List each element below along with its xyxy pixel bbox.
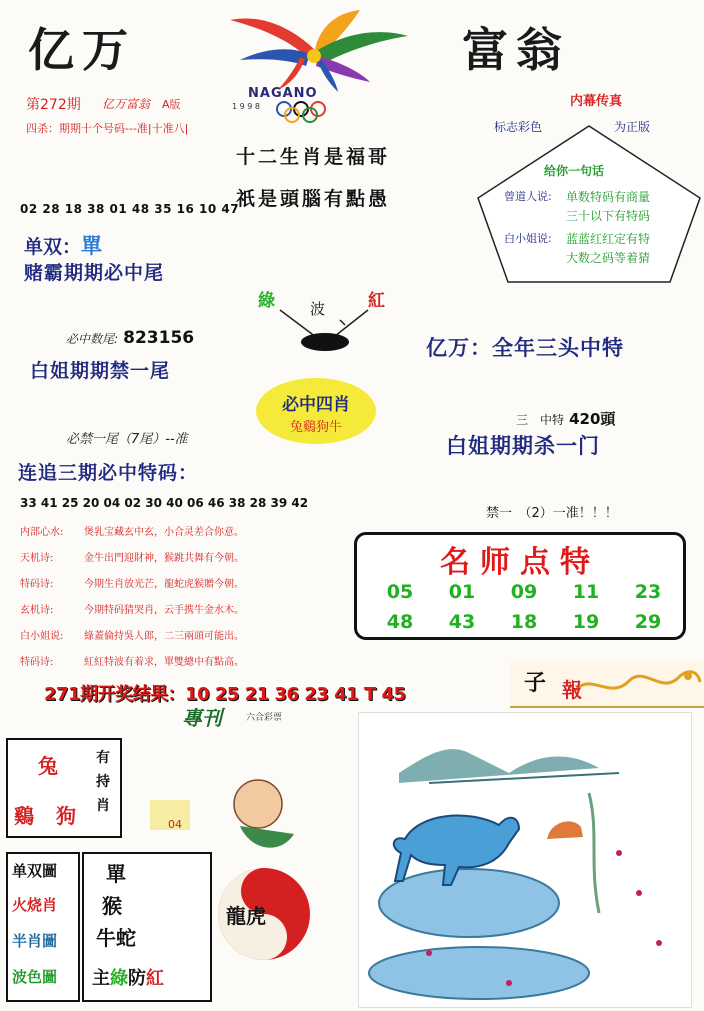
- dragon-icon: [570, 662, 704, 704]
- table-label: 单双圖: [12, 862, 58, 880]
- rabbit-text: 兔: [38, 754, 58, 778]
- zhuankan-sub: 六合彩票: [246, 713, 283, 723]
- lianzhui-title: 连追三期必中特码：: [18, 462, 199, 484]
- issue-brand: 亿万富翁: [102, 97, 151, 111]
- jinyi-men-text: 禁一 （2）一准！！！: [486, 506, 618, 521]
- boar-landscape-icon: [359, 713, 691, 1007]
- poem-label: 内部心水:: [20, 527, 64, 538]
- cartoon-number: 04: [168, 818, 182, 831]
- pentagon-title: 内幕传真: [570, 94, 623, 109]
- issue-label: 第272期: [26, 97, 81, 113]
- table-label: 波色圖: [12, 968, 58, 986]
- cartoon-figures: [130, 770, 310, 860]
- poem-text: 綠蓋倫持吳人郎，二三兩頭可能出。: [84, 631, 244, 642]
- danshuang-value: 單: [81, 234, 103, 258]
- poem-row: [20, 624, 350, 650]
- pentagon-brand-left: 标志彩色: [494, 120, 543, 134]
- bizhong-shuwei-label: 必中数尾:: [66, 332, 119, 346]
- mingshi-number: 01: [448, 581, 476, 603]
- mingshi-number: 48: [386, 611, 414, 633]
- danshuang-row: [24, 230, 102, 260]
- pick-dan: 單: [106, 862, 126, 886]
- nagano-year: 1 9 9 8: [232, 102, 260, 111]
- nagano-text: NAGANO: [248, 86, 318, 101]
- wave-red: 紅: [368, 291, 385, 311]
- sanzhongte-label: 三 中特: [516, 413, 565, 427]
- pick-hong: 紅: [146, 968, 164, 989]
- bao-char: 報: [562, 678, 582, 702]
- mingshi-numbers: [369, 581, 679, 633]
- draw-result: 271期开奖结果：10 25 21 36 23 41 T 45: [44, 684, 406, 705]
- issue-note: 四杀：期期十个号码---准|十准八|: [26, 122, 189, 135]
- zhuankan-title: 專刊: [182, 706, 222, 730]
- poem-label: 特码诗:: [20, 657, 54, 668]
- poem-row: [20, 598, 350, 624]
- poem-text: 紅紅特波有着求，單雙總中有點高。: [84, 657, 244, 668]
- poem-text: 今期生肖放光芒，龍蛇虎猴贈今朝。: [84, 579, 244, 590]
- mingshi-number: 18: [510, 611, 538, 633]
- long-numbers: 33 41 25 20 04 02 30 40 06 46 38 28 39 42: [20, 496, 309, 510]
- mingshi-number: 43: [448, 611, 476, 633]
- cartoon-child-icon: [130, 770, 310, 860]
- pick-monkey: 猴: [102, 894, 122, 918]
- slogan-line-1: 十二生肖是福哥: [236, 146, 391, 168]
- pick-color-row: [92, 964, 164, 990]
- pentagon-row2-text: 蓝蓝红红定有特: [566, 232, 651, 246]
- poem-label: 天机诗:: [20, 553, 54, 564]
- pick-zhu: 主: [92, 968, 110, 989]
- wave-graphic: [250, 280, 400, 360]
- issue-grade: A版: [162, 98, 181, 111]
- mingshi-box: [354, 532, 686, 640]
- top-numbers: 02 28 18 38 01 48 35 16 10 47: [20, 202, 240, 216]
- boar-painting: [358, 712, 692, 1008]
- poem-label: 特码诗:: [20, 579, 54, 590]
- vertical-text: 有持肖: [96, 750, 110, 814]
- wave-green: 綠: [258, 291, 275, 311]
- mingshi-number: 29: [634, 611, 662, 633]
- poem-text: 金牛出門迎財神，猴跳共舞有今朝。: [84, 553, 244, 564]
- labels-box: [6, 852, 80, 1002]
- table-label: 半肖圖: [12, 932, 58, 950]
- baijie-jinyiwei: 白姐期期禁一尾: [30, 360, 171, 382]
- table-label: 火烧肖: [12, 896, 58, 914]
- zodiac-picks-box: [82, 852, 212, 1002]
- zi-banner: [510, 660, 704, 708]
- pentagon-row2-text2: 大数之码等着猜: [566, 251, 651, 265]
- slogan-line-2: 祇是頭腦有點愚: [236, 188, 391, 210]
- zi-char: 子: [524, 670, 547, 696]
- pentagon-row1-text2: 三十以下有特码: [566, 209, 651, 223]
- yiwan-slogan: 亿万：全年三头中特: [426, 335, 624, 360]
- yinyang-graphic: [214, 864, 314, 974]
- poem-row: [20, 546, 350, 572]
- dubai-text: 赌霸期期必中尾: [24, 262, 165, 284]
- mingshi-number: 11: [572, 581, 600, 603]
- zodiac-box: [6, 738, 122, 838]
- poem-label: 玄机诗:: [20, 605, 54, 616]
- poem-text: 今期特码猜哭肖，云手携牛金水木。: [84, 605, 244, 616]
- longhu-text: 龍虎: [226, 904, 266, 928]
- olympic-rings-icon: [270, 100, 360, 124]
- jinyi-wei-text: 必禁一尾（7尾）--准: [66, 432, 188, 447]
- poem-row: [20, 572, 350, 598]
- four-zodiac-badge: [256, 378, 376, 444]
- nagano-logo: [210, 6, 420, 130]
- rooster-text: 鷄: [14, 804, 34, 828]
- poem-list: [20, 520, 350, 676]
- pick-fang: 防: [128, 968, 146, 989]
- pentagon-row1-label: 曾道人说:: [504, 190, 552, 203]
- sanzhongte-value: 420頭: [569, 410, 616, 428]
- pentagon-row2-label: 白小姐说:: [504, 232, 552, 245]
- pentagon-brand-right: 为正版: [614, 120, 651, 134]
- pentagon-sentence-title: 给你一句话: [544, 164, 605, 178]
- dog-text: 狗: [56, 804, 76, 828]
- mingshi-number: 09: [510, 581, 538, 603]
- mingshi-title: 名师点特: [440, 545, 600, 580]
- wave-middle: 波: [310, 300, 326, 318]
- bizhong-shuwei-value: 823156: [123, 328, 195, 348]
- mingshi-number: 19: [572, 611, 600, 633]
- sanzhongte-row: [516, 408, 615, 429]
- title-left: 亿万: [28, 23, 136, 77]
- bizhong-shuwei-row: [66, 328, 194, 348]
- baijie-shayimen: 白姐期期杀一门: [446, 433, 600, 458]
- danshuang-label: 单双：: [24, 236, 82, 258]
- pick-niu-she: 牛蛇: [96, 926, 136, 950]
- poem-text: 煲乳宝藏玄中玄，小合灵差合你意。: [84, 527, 244, 538]
- poem-label: 白小姐说:: [20, 631, 64, 642]
- four-zodiac-title: 必中四肖: [282, 395, 350, 415]
- pentagon-panel: [474, 94, 704, 286]
- poem-row: [20, 650, 350, 676]
- four-zodiac-animals: 兔鷄狗牛: [289, 420, 342, 435]
- title-right: 富翁: [462, 23, 570, 77]
- poem-row: [20, 520, 350, 546]
- mingshi-number: 05: [386, 581, 414, 603]
- pick-lv: 綠: [110, 968, 128, 989]
- pentagon-row1-text: 单数特码有商量: [566, 190, 651, 204]
- zhuankan-badge: [156, 702, 306, 728]
- mingshi-number: 23: [634, 581, 662, 603]
